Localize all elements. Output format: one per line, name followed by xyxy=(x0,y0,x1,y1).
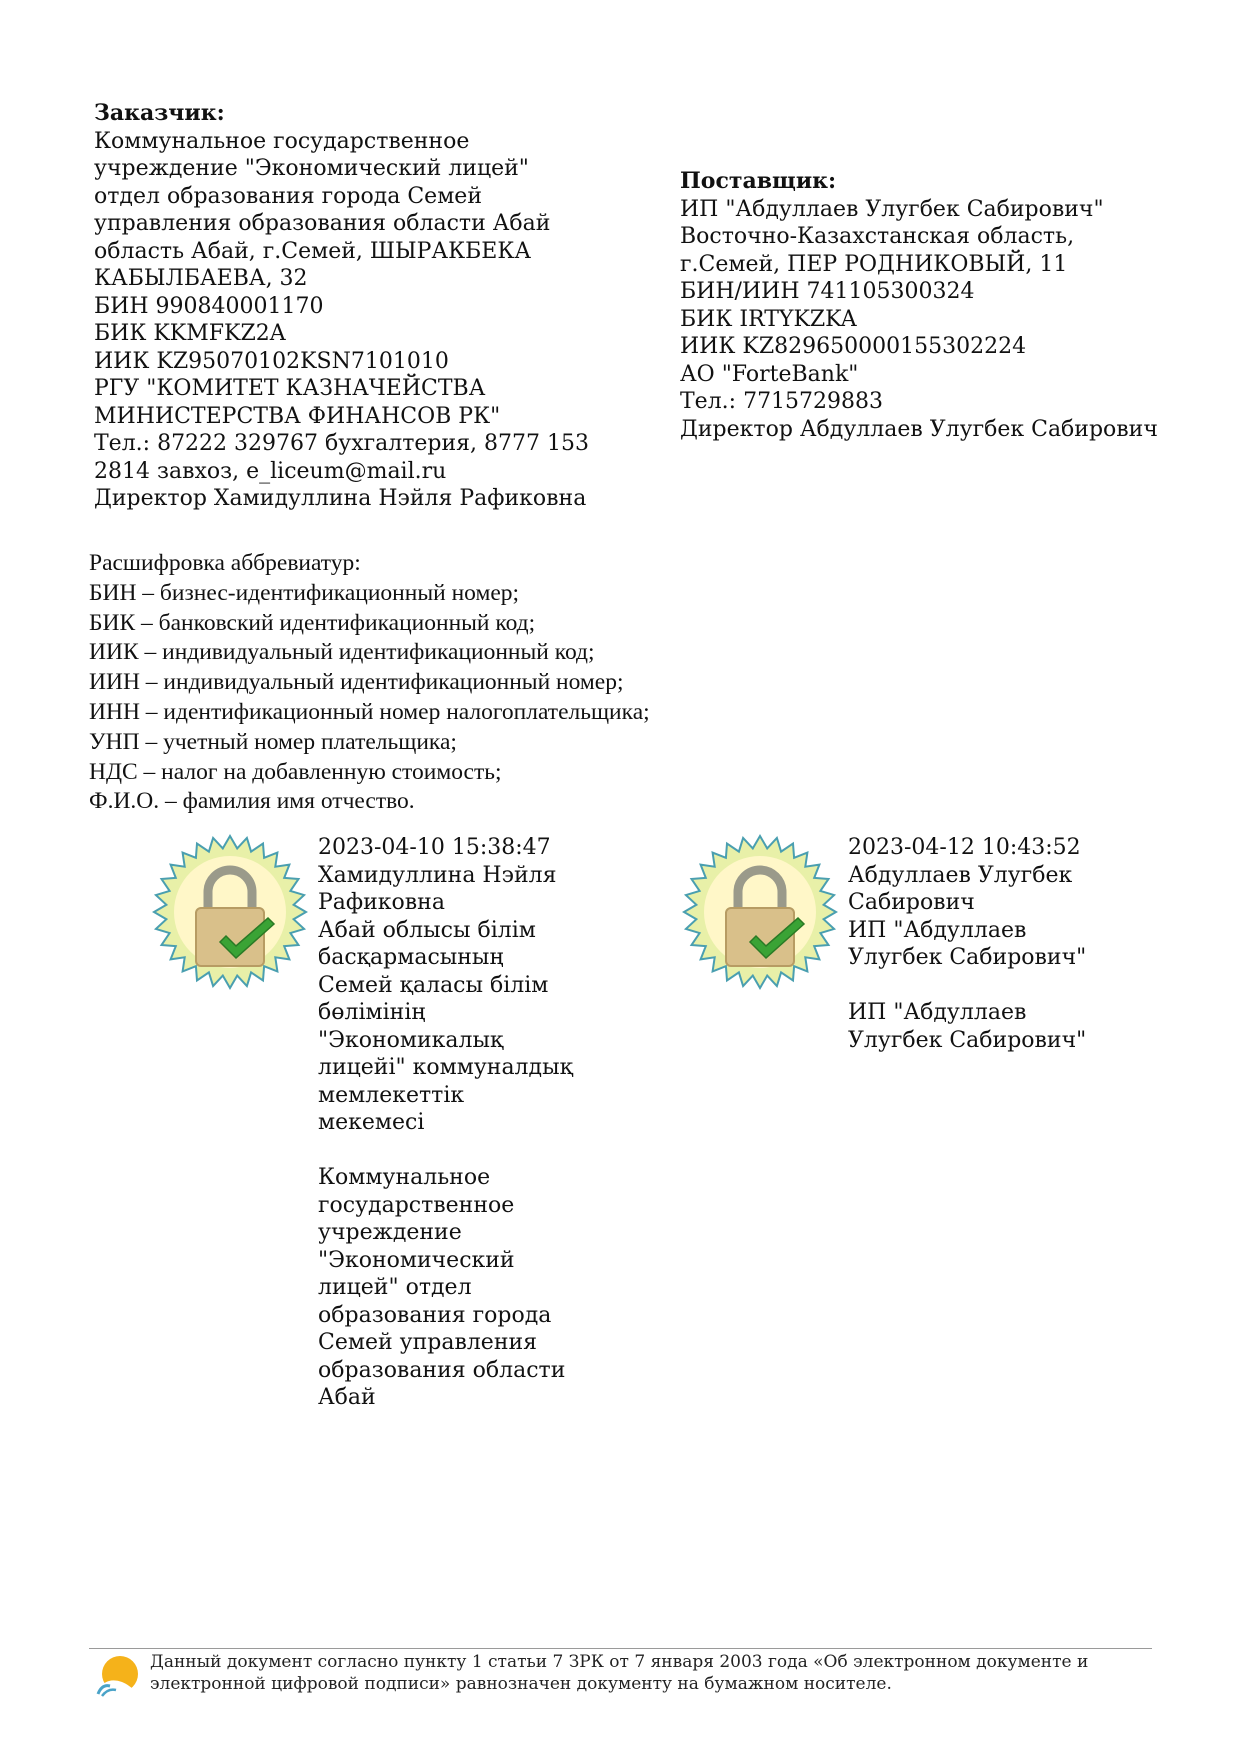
signature-line: лицей" отдел xyxy=(318,1275,472,1300)
supplier-iik: ИИК KZ829650000155302224 xyxy=(680,334,1027,359)
customer-iik: ИИК KZ95070102KSN7101010 xyxy=(94,348,449,374)
signature-line: басқармасының xyxy=(318,945,504,970)
customer-line: область Абай, г.Семей, ШЫРАКБЕКА xyxy=(94,238,532,264)
footer-line: Данный документ согласно пункту 1 статьи 7 ЗРК от 7 января 2003 года «Об электронном документе и xyxy=(150,1652,1089,1672)
supplier-block xyxy=(680,168,1200,443)
customer-phone: Тел.: 87222 329767 бухгалтерия, 8777 153 xyxy=(94,431,590,456)
signature-line: ИП "Абдуллаев xyxy=(848,1000,1027,1025)
abbreviation-item: ИИК – индивидуальный идентификационный код; xyxy=(89,639,595,666)
signature-line: мекемесі xyxy=(318,1110,425,1135)
signature-line: "Экономический xyxy=(318,1247,515,1273)
supplier-line: Восточно-Казахстанская область, xyxy=(680,224,1075,249)
signature-spacer xyxy=(848,972,1108,1000)
supplier-title: Поставщик: xyxy=(680,168,837,194)
supplier-director: Директор Абдуллаев Улугбек Сабирович xyxy=(680,416,1158,442)
signature-line: Улугбек Сабирович" xyxy=(848,1027,1087,1053)
abbreviation-item: БИК – банковский идентификационный код; xyxy=(89,609,536,636)
signature-line: Семей қаласы білім xyxy=(318,972,549,998)
customer-director: Директор Хамидуллина Нэйля Рафиковна xyxy=(94,486,587,511)
signature-line: государственное xyxy=(318,1192,515,1218)
customer-signature xyxy=(318,834,578,1412)
abbreviation-item: УНП – учетный номер плательщика; xyxy=(89,728,457,755)
supplier-line: г.Семей, ПЕР РОДНИКОВЫЙ, 11 xyxy=(680,251,1068,277)
signature-line: Рафиковна xyxy=(318,890,445,915)
signature-line: Абай xyxy=(318,1385,376,1410)
abbreviations-heading: Расшифровка аббревиатур: xyxy=(89,550,361,576)
abbreviation-item: Ф.И.О. – фамилия имя отчество. xyxy=(89,788,415,815)
customer-line: отдел образования города Семей xyxy=(94,183,482,209)
customer-line: управления образования области Абай xyxy=(94,211,551,236)
signature-line: Хамидуллина Нэйля xyxy=(318,862,557,888)
signature-line: Сабирович xyxy=(848,890,975,915)
customer-bin: БИН 990840001170 xyxy=(94,293,324,319)
supplier-name: ИП "Абдуллаев Улугбек Сабирович" xyxy=(680,196,1104,222)
customer-block xyxy=(94,100,614,513)
customer-phone: 2814 завхоз, e_liceum@mail.ru xyxy=(94,458,447,484)
customer-line: РГУ "КОМИТЕТ КАЗНАЧЕЙСТВА xyxy=(94,376,486,401)
signature-line: Коммунальное xyxy=(318,1165,491,1190)
signature-line: "Экономикалық xyxy=(318,1027,504,1053)
supplier-phone: Тел.: 7715729883 xyxy=(680,389,884,414)
supplier-bin: БИН/ИИН 741105300324 xyxy=(680,279,975,304)
abbreviations-block xyxy=(89,549,650,817)
signature-datetime: 2023-04-12 10:43:52 xyxy=(848,835,1081,860)
footer-legal-notice xyxy=(150,1651,1088,1695)
signature-line: мемлекеттік xyxy=(318,1082,465,1108)
footer-divider xyxy=(89,1648,1152,1649)
abbreviation-item: НДС – налог на добавленную стоимость; xyxy=(89,758,502,785)
footer-line: электронной цифровой подписи» равнозначен документу на бумажном носителе. xyxy=(150,1674,892,1694)
supplier-bik: БИК IRTYKZKA xyxy=(680,306,857,332)
signature-line: Абай облысы білім xyxy=(318,917,536,943)
signature-line: Семей управления xyxy=(318,1330,538,1355)
signature-datetime: 2023-04-10 15:38:47 xyxy=(318,835,551,860)
customer-line: Коммунальное государственное xyxy=(94,128,470,154)
signature-line: Абдуллаев Улугбек xyxy=(848,862,1073,888)
signature-line: учреждение xyxy=(318,1220,462,1245)
abbreviation-item: ИИН – индивидуальный идентификационный номер; xyxy=(89,669,624,696)
supplier-bank: АО "ForteBank" xyxy=(680,361,859,387)
customer-line: КАБЫЛБАЕВА, 32 xyxy=(94,266,308,291)
signature-line: образования города xyxy=(318,1302,552,1328)
customer-title: Заказчик: xyxy=(94,100,225,126)
signature-spacer xyxy=(318,1137,578,1165)
egov-sun-logo-icon xyxy=(92,1652,140,1700)
supplier-signature xyxy=(848,834,1108,1054)
signature-line: Улугбек Сабирович" xyxy=(848,945,1087,970)
signed-lock-seal-icon xyxy=(150,832,310,992)
signature-line: бөлімінің xyxy=(318,1000,426,1025)
signature-line: образования области xyxy=(318,1357,566,1383)
signed-lock-seal-icon xyxy=(680,832,840,992)
abbreviation-item: ИНН – идентификационный номер налогоплательщика; xyxy=(89,698,650,725)
signature-line: лицейі" коммуналдық xyxy=(318,1055,573,1080)
customer-bik: БИК KKMFKZ2A xyxy=(94,321,286,346)
customer-line: учреждение "Экономический лицей" xyxy=(94,156,529,181)
signature-line: ИП "Абдуллаев xyxy=(848,917,1027,943)
abbreviation-item: БИН – бизнес-идентификационный номер; xyxy=(89,579,520,606)
customer-line: МИНИСТЕРСТВА ФИНАНСОВ РК" xyxy=(94,403,501,429)
